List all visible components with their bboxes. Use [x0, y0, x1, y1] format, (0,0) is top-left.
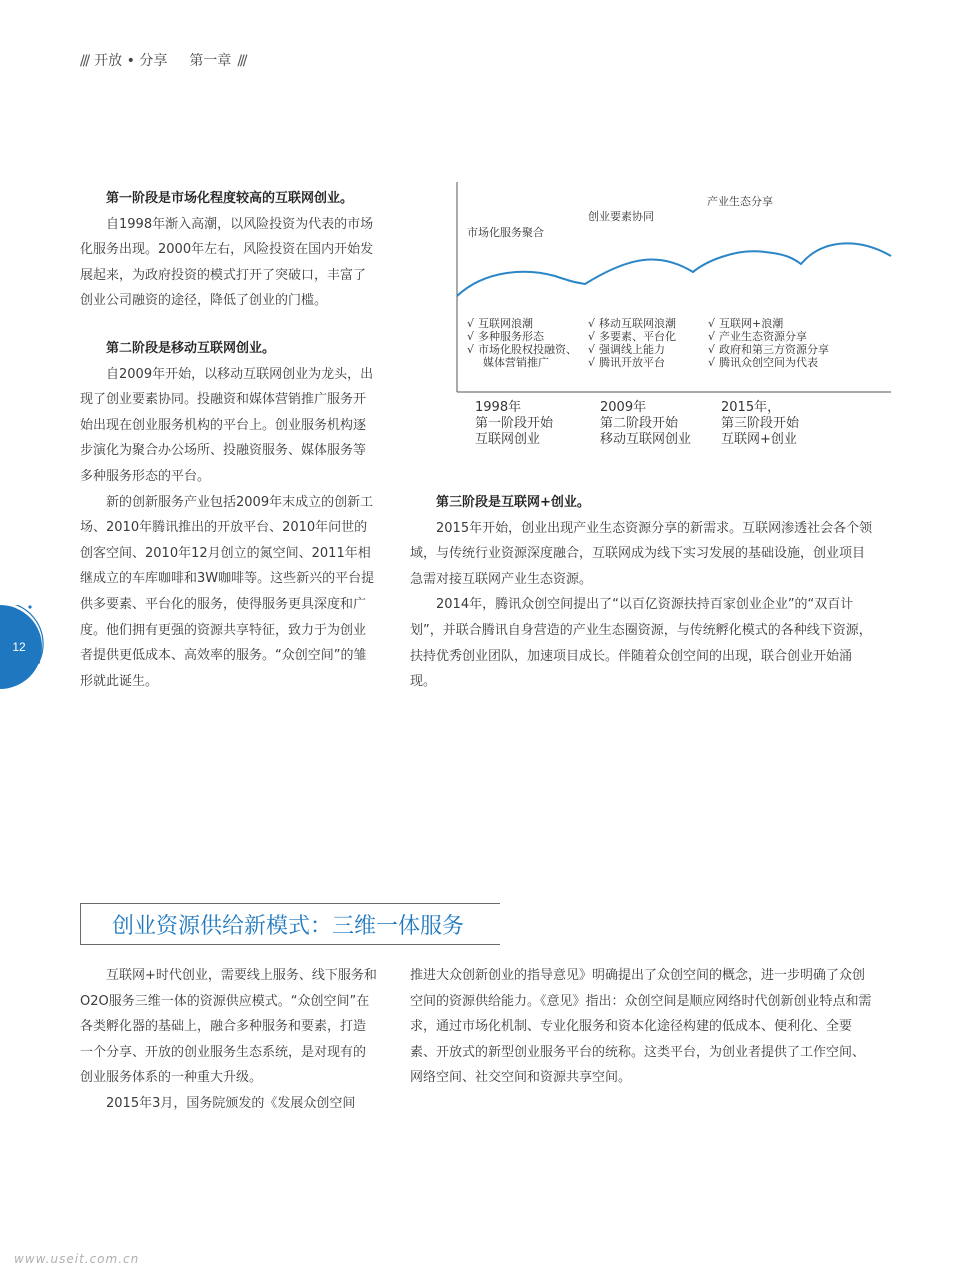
year-block-2009: 2009年 第二阶段开始 移动互联网创业 — [600, 400, 692, 447]
stage1-label: 市场化服务聚合 — [467, 226, 544, 239]
check-icon: √ — [588, 330, 596, 343]
stage3-list — [708, 317, 829, 369]
year-block-1998: 1998年 第一阶段开始 互联网创业 — [475, 400, 554, 447]
header-title: 开放 • 分享 — [94, 53, 168, 69]
stage1-heading: 第一阶段是市场化程度较高的互联网创业。 — [106, 191, 354, 206]
year-block-2015: 2015年， 第三阶段开始 互联网+创业 — [721, 400, 800, 447]
check-icon: √ — [467, 330, 475, 343]
list-item: √ 互联网浪潮 — [467, 317, 534, 330]
stage2-paragraph: 自2009年开始，以移动互联网创业为龙头，出现了创业要素协同。投融资和媒体营销推广服务开始出现在创业服务机构的平台上。创业服务机构逐步演化为聚合办公场所、投融资服务、媒体服务等多种服务形态的平台。 — [80, 366, 374, 484]
stage3-heading: 第三阶段是互联网+创业。 — [436, 495, 590, 510]
list-item: √ 市场化股权投融资、 — [467, 343, 578, 356]
section-title-box — [80, 903, 500, 945]
growth-curve — [457, 243, 891, 296]
state-council-paragraph: 2015年3月，国务院颁发的《发展众创空间 — [106, 1095, 356, 1111]
stage3-paragraph: 2015年开始，创业出现产业生态资源分享的新需求。互联网渗透社会各个领域，与传统行业资源深度融合，互联网成为线下实习发展的基础设施，创业项目急需对接互联网产业生态资源。 — [410, 520, 873, 587]
check-icon: √ — [588, 317, 596, 330]
header-chapter: 第一章 — [189, 53, 232, 69]
stage1-list — [467, 317, 577, 369]
check-icon: √ — [588, 356, 596, 369]
list-item: √ 强调线上能力 — [588, 343, 666, 356]
stage1-paragraph: 自1998年渐入高潮，以风险投资为代表的市场化服务出现。2000年左右，风险投资在国内开始发展起来，为政府投资的模式打开了突破口，丰富了创业公司融资的途径，降低了创业的门槛。 — [80, 216, 374, 309]
list-item: √ 互联网+浪潮 — [708, 317, 784, 330]
right-column — [410, 490, 876, 695]
header-deco-left: /// — [80, 53, 89, 69]
list-item: √ 产业生态资源分享 — [708, 330, 808, 343]
check-icon: √ — [708, 317, 716, 330]
check-icon: √ — [588, 343, 596, 356]
check-icon: √ — [467, 343, 475, 356]
section-title: 创业资源供给新模式：三维一体服务 — [112, 914, 465, 939]
stages-diagram — [455, 180, 895, 450]
check-icon: √ — [708, 330, 716, 343]
stage2-list — [588, 317, 676, 369]
double-hundred-paragraph: 2014年，腾讯众创空间提出了“以百亿资源扶持百家创业企业”的“双百计划”，并联合腾讯自身营造的产业生态圈资源，与传统孵化模式的各种线下资源，扶持优秀创业团队，加速项目成长。伴随着众创空间的出现，联合创业开始涌现。 — [410, 597, 872, 690]
guidance-paragraph: 推进大众创新创业的指导意见》明确提出了众创空间的概念，进一步明确了众创空间的资源供给能力。《意见》指出：众创空间是顺应网络时代创新创业特点和需求，通过市场化机制、专业化服务和资本化途径构建的低成本、便利化、全要素、开放式的新型创业服务平台的统称。这类平台，为创业者提供了工作空间、网络空间、社交空间和资源共享空间。 — [410, 968, 872, 1086]
list-item: √ 多要素、平台化 — [588, 330, 677, 343]
bottom-right-column — [410, 963, 876, 1091]
check-icon: √ — [467, 317, 475, 330]
list-item: 媒体营销推广 — [483, 356, 549, 369]
stage3-label: 产业生态分享 — [707, 195, 773, 208]
bottom-left-column — [80, 963, 378, 1117]
list-item: √ 移动互联网浪潮 — [588, 317, 677, 330]
left-column — [80, 186, 378, 694]
page-number: 12 — [12, 640, 26, 654]
three-dimension-paragraph: 互联网+时代创业，需要线上服务、线下服务和O2O服务三维一体的资源供应模式。“众创空间”在各类孵化器的基础上，融合多种服务和要素，打造一个分享、开放的创业服务生态系统，是对现有的创业服务体系的一种重大升级。 — [80, 968, 377, 1086]
watermark: www.useit.com.cn — [14, 1252, 140, 1266]
list-item: √ 政府和第三方资源分享 — [708, 343, 830, 356]
list-item: √ 腾讯众创空间为代表 — [708, 356, 819, 369]
page-number-tab — [0, 605, 46, 689]
list-item: √ 腾讯开放平台 — [588, 356, 666, 369]
check-icon: √ — [708, 343, 716, 356]
stage2-label: 创业要素协同 — [588, 210, 654, 223]
check-icon: √ — [708, 356, 716, 369]
running-header — [80, 50, 245, 70]
stage2-heading: 第二阶段是移动互联网创业。 — [106, 340, 276, 356]
new-services-paragraph: 新的创新服务产业包括2009年末成立的创新工场、2010年腾讯推出的开放平台、2010年问世的创客空间、2010年12月创立的氮空间、2011年相继成立的车库咖啡和3W咖啡等。这些新兴的平台提供多要素、平台化的服务，使得服务更具深度和广度。他们拥有更强的资源共享特征，致力于为创业者提供更低成本、高效率的服务。“众创空间”的雏形就此诞生。 — [80, 494, 375, 689]
header-deco-right: /// — [237, 53, 246, 69]
list-item: √ 多种服务形态 — [467, 330, 545, 343]
